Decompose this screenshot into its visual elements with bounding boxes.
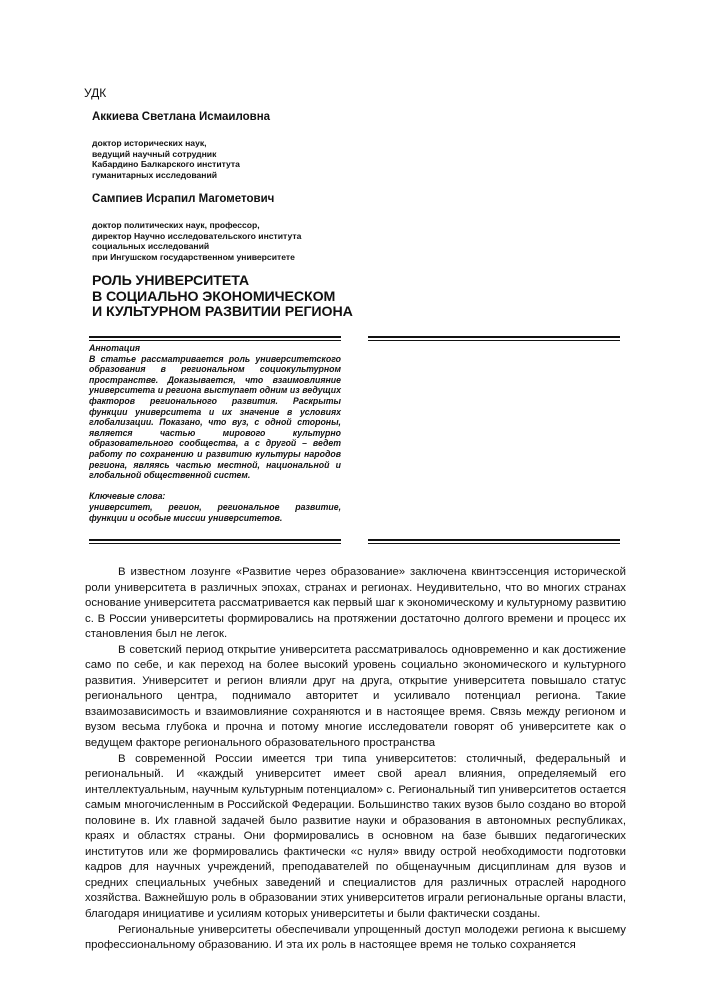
author-2-aff-line: социальных исследований <box>92 241 210 251</box>
keywords-heading: Ключевые слова: <box>89 491 166 502</box>
abstract-text: В статье рассматривается роль университетского образования в региональном социокультурном пространстве. Доказывается, что взаимовлияние университета и региона выступает одним из ведущих факторов регионального развития. Раскрыты функции университета и их значение в условиях глобализации. Показано, что вуз, с одной стороны, является частью мирового культурно образовательного сообщества, а с другой – ведет работу по сохранению и развитию культуры народов региона, являясь частью местной, национальной и глобальной общественной систем. <box>89 353 341 481</box>
author-1-aff-line: доктор исторических наук, <box>92 138 207 148</box>
article-title <box>92 274 353 321</box>
title-line: РОЛЬ УНИВЕРСИТЕТА <box>92 273 250 289</box>
author-1-aff-line: Кабардино Балкарского института <box>92 159 240 169</box>
article-body <box>85 565 626 954</box>
keywords-text: университет, регион, региональное развитие, функции и особые миссии университетов. <box>89 501 341 523</box>
abstract-bottom-rule-right <box>368 539 620 544</box>
body-paragraph: Региональные университеты обеспечивали упрощенный доступ молодежи региона к высшему профессиональному образованию. И эта их роль в настоящее время не только сохраняется <box>85 923 626 952</box>
body-paragraph: В современной России имеется три типа университетов: столичный, федеральный и региональный. И «каждый университет имеет свой ареал влияния, определяемый его интеллектуальным, научным культурным потенциалом» с. Региональный тип университетов остается самым многочисленным в Российской Федерации. Большинство таких вузов было создано во второй половине в. Их главной задачей было развитие науки и образования в автономных республиках, краях и областях страны. Они формировались в основном на базе бывших педагогических институтов или же формировались фактически «с нуля» ввиду острой необходимости подготовки кадров для научных учреждений, преподавателей по общенаучным дисциплинам для вузов и средних специальных учебных заведений и специалистов для различных отраслей народного хозяйства. Важнейшую роль в образовании этих университетов играли региональные органы власти, благодаря инициативе и усилиям которых университеты и были фактически созданы. <box>85 752 626 921</box>
author-2-aff-line: доктор политических наук, профессор, <box>92 220 260 230</box>
abstract-heading: Аннотация <box>89 343 141 353</box>
author-2-affiliation <box>92 220 301 262</box>
author-2-name: Сампиев Исрапил Магометович <box>92 193 275 205</box>
abstract-block <box>89 343 341 523</box>
title-line: И КУЛЬТУРНОМ РАЗВИТИИ РЕГИОНА <box>92 304 353 320</box>
author-2-aff-line: при Ингушском государственном университете <box>92 251 295 262</box>
author-1-affiliation <box>92 138 240 180</box>
abstract-top-rule-right <box>368 336 620 341</box>
body-paragraph: В известном лозунге «Развитие через образование» заключена квинтэссенция исторической роли университета в различных эпохах, странах и регионах. Неудивительно, что во многих странах основание университета рассматривается как первый шаг к экономическому и культурному развитию с. В России университеты формировались на протяжении достаточно долгого времени и процесс их становления был не легок. <box>85 566 626 641</box>
author-1-name: Аккиева Светлана Исмаиловна <box>92 111 271 123</box>
author-1-aff-line: гуманитарных исследований <box>92 169 218 180</box>
body-paragraph: В советский период открытие университета рассматривалось одновременно и как достижение само по себе, и как переход на более высокий уровень социально экономического и культурного развития. Университет и регион влияли друг на друга, открытие университета повышало статус регионального центра, поднимало авторитет и усиливало потенциал региона. Такие взаимозависимость и взаимовлияние сохраняются и в настоящее время. Связь между регионом и вузом весьма глубока и прочна и потому многие исследователи говорят об университете как о ведущем факторе регионального образовательного пространства <box>85 643 626 750</box>
title-line: В СОЦИАЛЬНО ЭКОНОМИЧЕСКОМ <box>92 288 336 305</box>
abstract-bottom-rule-left <box>89 539 341 544</box>
author-2-aff-line: директор Научно исследовательского института <box>92 230 302 241</box>
author-1-aff-line: ведущий научный сотрудник <box>92 148 217 159</box>
udk-label: УДК <box>84 86 107 100</box>
abstract-top-rule-left <box>89 336 341 341</box>
